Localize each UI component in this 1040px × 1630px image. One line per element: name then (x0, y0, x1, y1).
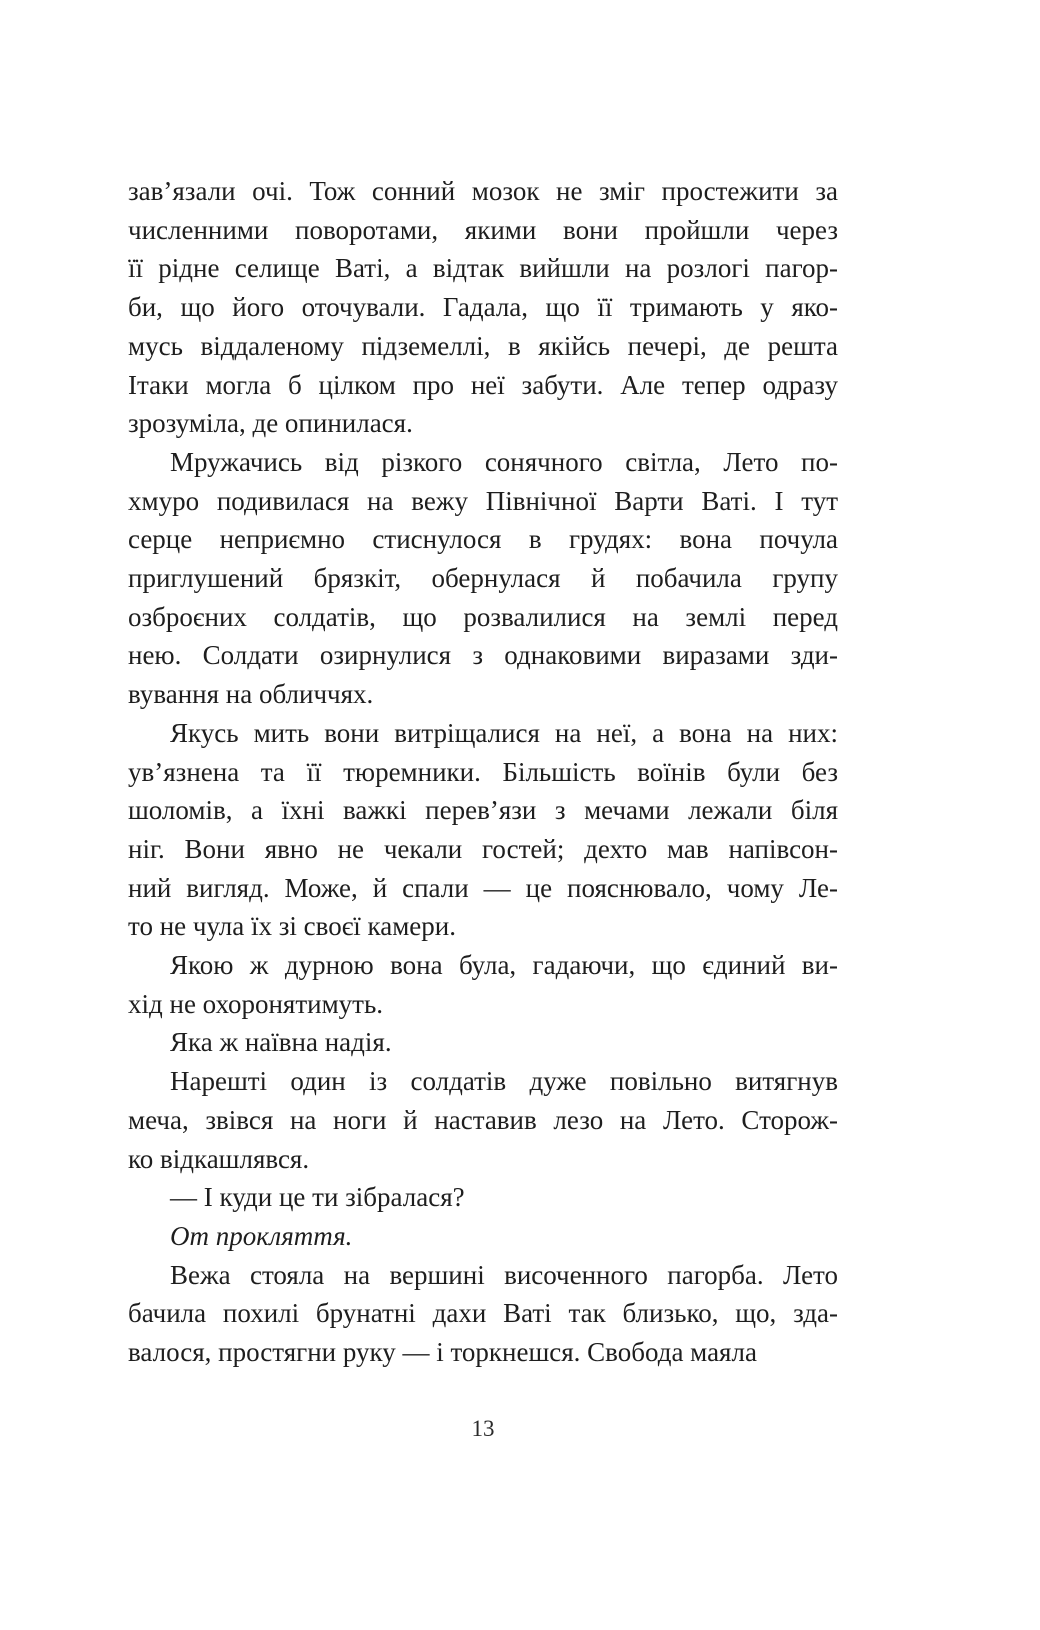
text-line: приглушений брязкіт, обернулася й побачила групу (128, 563, 838, 594)
text-line: ний вигляд. Може, й спали — це пояснювало, чому Ле- (128, 872, 838, 903)
text-line: численними поворотами, якими вони пройшли через (128, 214, 838, 245)
text-line: хмуро подивилася на вежу Північної Варти Ваті. І тут (128, 485, 838, 516)
text-line: хід не охоронятимуть. (128, 988, 384, 1019)
text-line: мусь віддаленому підземеллі, в якійсь печері, де решта (128, 330, 838, 361)
text-line: то не чула їх зі своєї камери. (128, 911, 456, 942)
text-line: ко відкашлявся. (128, 1143, 310, 1174)
paragraph (128, 443, 838, 714)
paragraph (128, 1062, 838, 1178)
paragraph (128, 1178, 838, 1217)
body-text (128, 172, 838, 1372)
paragraph (128, 1217, 838, 1256)
paragraph (128, 946, 838, 1023)
text-line: Вежа стояла на вершині височенного пагорба. Лето (170, 1259, 838, 1290)
text-line: бачила похилі брунатні дахи Ваті так близько, що, зда- (128, 1298, 838, 1329)
text-line: Мружачись від різкого сонячного світла, Лето по- (170, 446, 838, 477)
text-line: ніг. Вони явно не чекали гостей; дехто мав напівсон- (128, 833, 838, 864)
text-line: меча, звівся на ноги й наставив лезо на Лето. Сторож- (128, 1104, 838, 1135)
paragraph (128, 172, 838, 443)
text-line: ув’язнена та її тюремники. Більшість воїнів були без (128, 756, 838, 787)
text-line: Нарешті один із солдатів дуже повільно витягнув (170, 1066, 838, 1097)
text-line: Якою ж дурною вона була, гадаючи, що єдиний ви- (170, 950, 838, 981)
paragraph (128, 1256, 838, 1372)
text-line: От прокляття. (170, 1220, 353, 1251)
text-line: вування на обличчях. (128, 679, 374, 710)
text-line: би, що його оточували. Гадала, що її тримають у яко- (128, 292, 838, 323)
paragraph (128, 714, 838, 946)
text-line: шоломів, а їхні важкі перев’язи з мечами лежали біля (128, 795, 838, 826)
text-line: Якусь мить вони витріщалися на неї, а вона на них: (170, 717, 838, 748)
text-line: серце неприємно стиснулося в грудях: вона почула (128, 524, 838, 555)
text-line: її рідне селище Ваті, а відтак вийшли на розлогі пагор- (128, 253, 838, 284)
text-line: зав’язали очі. Тож сонний мозок не зміг простежити за (128, 176, 838, 206)
paragraph (128, 1023, 838, 1062)
text-line: — І куди це ти зібралася? (170, 1182, 465, 1213)
text-line: зрозуміла, де опинилася. (128, 408, 413, 439)
text-line: нею. Солдати озирнулися з однаковими виразами зди- (128, 640, 838, 671)
text-line: озброєних солдатів, що розвалилися на землі перед (128, 601, 838, 632)
page-number: 13 (471, 1416, 495, 1441)
text-line: Ітаки могла б цілком про неї забути. Але тепер одразу (128, 369, 838, 400)
text-line: Яка ж наївна надія. (170, 1027, 392, 1058)
text-line: валося, простягни руку — і торкнешся. Свобода маяла (128, 1337, 757, 1368)
